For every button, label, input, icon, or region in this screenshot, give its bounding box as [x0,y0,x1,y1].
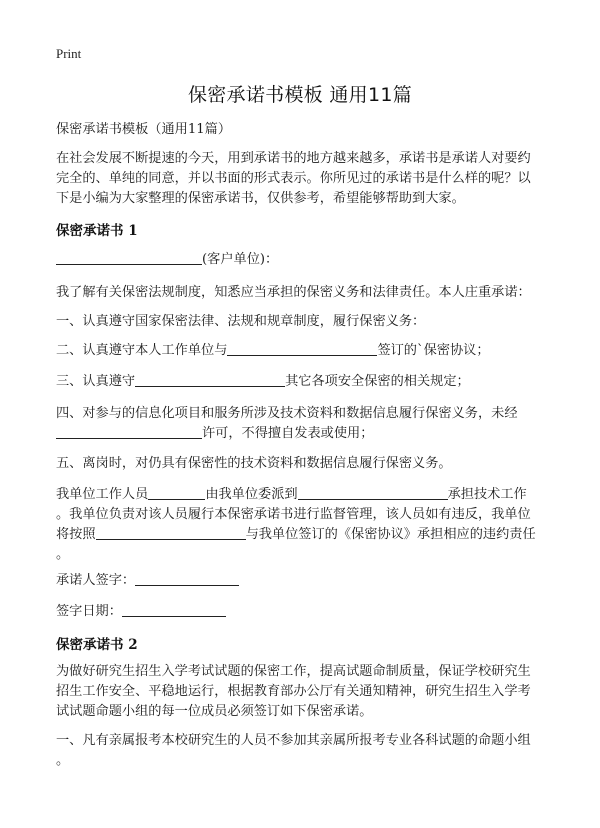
section2-paragraph-line: 招生工作安全、平稳地运行，根据教育部办公厅有关通知精神，研究生招生入学考 [56,684,531,699]
section2-paragraph-line: 试试题命题小组的每一位成员必须签订如下保密承诺。 [56,704,373,719]
commitment-item-2-text-a: 二、认真遵守本人工作单位与 [56,343,228,358]
work-unit-blank [227,341,377,356]
unit-paragraph-line-1 [56,485,527,505]
client-unit-blank [56,250,202,265]
unit-paragraph-text-c: 承担技术工作 [447,487,527,502]
sign-date-blank [122,602,226,617]
intro-paragraph-line: 完全的、单纯的同意，并以书面的形式表示。你所见过的承诺书是什么样的呢？以 [56,171,531,186]
commitment-statement: 我了解有关保密法规制度，知悉应当承担的保密义务和法律责任。本人庄重承诺： [56,285,531,300]
staff-name-blank [148,485,205,500]
commitment-item-3-text-a: 三、认真遵守 [56,374,136,389]
client-unit-label: (客户单位)： [202,252,279,267]
section2-paragraph-line: 为做好研究生招生入学考试试题的保密工作，提高试题命制质量，保证学校研究生 [56,664,531,679]
page-title: 保密承诺书模板 通用11篇 [187,84,413,106]
print-label: Print [56,46,82,61]
unit-paragraph-text-d: 将按照 [56,527,96,542]
commitment-item-1: 一、认真遵守国家保密法律、法规和规章制度，履行保密义务： [56,314,426,329]
unit-paragraph-text-b: 由我单位委派到 [205,487,298,502]
unit-paragraph-line-4: 。 [56,547,70,562]
assigned-unit-blank [298,485,448,500]
intro-paragraph-line: 下是小编为大家整理的保密承诺书，仅供参考，希望能够帮助到大家。 [56,191,465,206]
commitment-item-3-text-b: 其它各项安全保密的相关规定； [285,374,470,389]
section2-item-1: 一、凡有亲属报考本校研究生的人员不参加其亲属所报考专业各科试题的命题小组 [56,733,531,748]
commitment-item-4: 四、对参与的信息化项目和服务所涉及技术资料和数据信息履行保密义务，未经 [56,406,518,421]
unit-paragraph-text-a: 我单位工作人员 [56,487,149,502]
intro-subtitle: 保密承诺书模板（通用11篇） [56,122,232,137]
permission-blank [56,424,202,439]
intro-paragraph-line: 在社会发展不断提速的今天，用到承诺书的地方越来越多，承诺书是承诺人对要约 [56,151,531,166]
sign-date-label: 签字日期： [56,604,122,619]
section-heading-2: 保密承诺书 2 [56,637,138,653]
section2-item-1-continued: 。 [56,753,70,768]
section-heading-1: 保密承诺书 1 [56,223,138,239]
unit-paragraph-line-3 [56,525,536,545]
unit-paragraph-line-2: 。我单位负责对该人员履行本保密承诺书进行监督管理，该人员如有违反，我单位 [56,507,531,522]
agreement-party-blank [96,525,246,540]
client-unit-line [56,250,278,270]
commitment-item-2 [56,341,490,361]
commitment-item-4-continued [56,424,373,444]
unit-paragraph-text-e: 与我单位签订的《保密协议》承担相应的违约责任 [245,527,536,542]
commitment-item-4-text-b: 许可，不得擅自发表或使用； [202,426,374,441]
regulation-blank [135,372,285,387]
commitment-item-3 [56,372,470,392]
sign-date-line [56,602,226,622]
commitment-item-2-text-b: 签订的`保密协议； [377,343,490,358]
signer-label: 承诺人签字： [56,573,136,588]
signer-line [56,571,239,591]
commitment-item-5: 五、离岗时，对仍具有保密性的技术资料和数据信息履行保密义务。 [56,456,452,471]
signer-blank [135,571,239,586]
